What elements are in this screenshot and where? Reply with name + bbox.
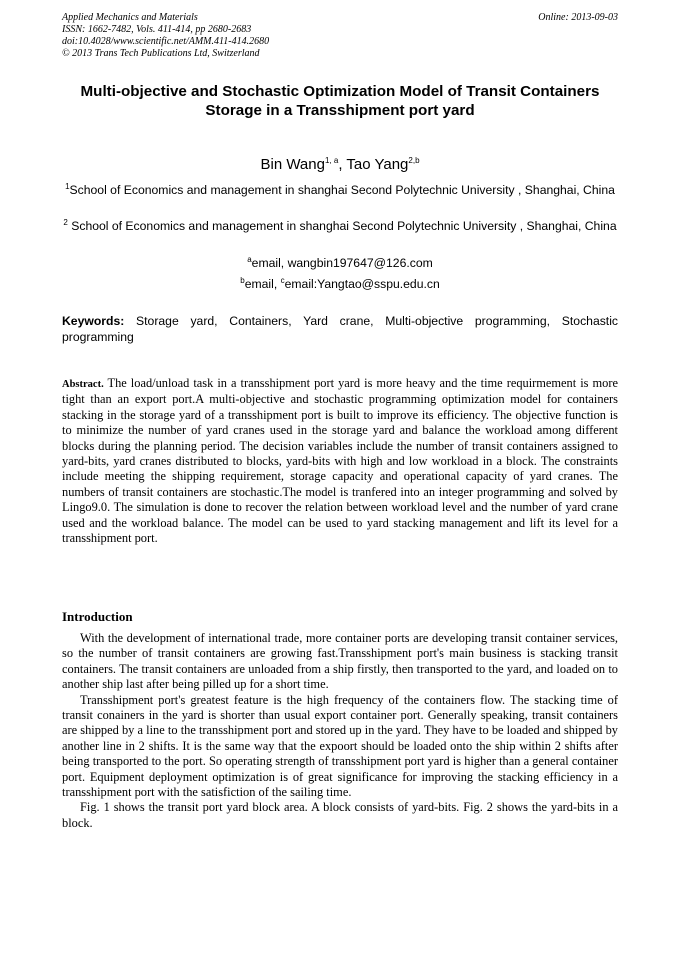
issn-line: ISSN: 1662-7482, Vols. 411-414, pp 2680-2683 (62, 24, 252, 35)
author-1-sup: 1, a (324, 156, 339, 165)
email-2-text-a: email, (244, 277, 281, 291)
keywords-text: Storage yard, Containers, Yard crane, Multi-objective programming, Stochastic programming (62, 314, 618, 344)
affiliation-1-sup: 1 (65, 181, 70, 191)
email-1-sup: a (247, 254, 252, 264)
journal-header (62, 12, 618, 60)
online-date: Online: 2013-09-03 (538, 12, 618, 23)
email-1-text: email, wangbin197647@126.com (251, 256, 433, 270)
email-line-2 (62, 277, 618, 291)
author-separator: , (338, 156, 347, 173)
author-2-name: Tao Yang (346, 156, 409, 173)
author-line (62, 156, 618, 173)
author-2-sup: 2,b (408, 156, 420, 165)
email-2-sup-b: b (240, 275, 245, 285)
intro-paragraph-1: With the development of international trade, more container ports are developing transit container services, so the number of transit containers are growing fast.Transshipment port's main business is stacking transit containers. The transit containers are unloaded from a ship firstly, then transported to the yard, and loaded on to another ship last after being pilled up for a short time. (62, 631, 618, 692)
introduction-heading: Introduction (62, 609, 133, 624)
email-2-sup-c: c (280, 275, 285, 285)
abstract-text: The load/unload task in a transshipment port yard is more heavy and the time requirmement is more tight than an export port.A multi-objective and stochastic programming optimization model for containers stacking in the storage yard of a transshipment port is built to improve its efficiency. The objective function is to minimize the number of yard cranes used in the storage yard and balance the workload among different blocks during the planning period. The decision variables include the number of transit containers assigned to yard-bits, yard cranes distributed to blocks, yard-bits with high and low workload in a block. The constraints include meeting the shipping requirement, storage capacity and operational capacity of yard cranes. The numbers of transit containers are stochastic.The model is tranfered into an integer programming and solved by Lingo9.0. The simulation is done to recover the relation between workload level and the number of yard crane used and the workload balance. The model can be used to yard stacking management and lift its level for a transshipment port. (62, 376, 618, 546)
intro-paragraph-2: Transshipment port's greatest feature is the high frequency of the containers flow. The stacking time of transit conainers in the yard is shorter than usual export container port. Generally speaking, transit containers are shipped by a line to the transshipment port and stored up in the yard. They have to be loaded and shipped by another line in 2 shifts. It is the same way that the expoort should be loaded onto the ship within 2 shifts after being transported to the port. So operating strength of transshipment port yard is higher than a general container port. Equipment deployment optimization is of great significance for improving the stacking efficiency in a transshipment port with the satisfiction of the sailing time. (62, 692, 618, 800)
paper-title: Multi-objective and Stochastic Optimization Model of Transit Containers Storage in a Transshipment port yard (80, 83, 600, 119)
keywords-label: Keywords: (62, 314, 125, 328)
affiliation-1-text: School of Economics and management in shanghai Second Polytechnic University , Shanghai, China (69, 183, 615, 197)
author-1-name: Bin Wang (260, 156, 325, 173)
email-line-1 (62, 256, 618, 270)
affiliation-2-sup: 2 (63, 217, 68, 227)
doi-line: doi:10.4028/www.scientific.net/AMM.411-414.2680 (62, 36, 270, 47)
introduction-body (62, 631, 618, 831)
intro-paragraph-3: Fig. 1 shows the transit port yard block area. A block consists of yard-bits. Fig. 2 shows the yard-bits in a block. (62, 800, 618, 830)
journal-name: Applied Mechanics and Materials (62, 12, 198, 23)
copyright-line: © 2013 Trans Tech Publications Ltd, Switzerland (62, 48, 260, 59)
email-2-text-b: email:Yangtao@sspu.edu.cn (284, 277, 440, 291)
affiliation-2-text: School of Economics and management in shanghai Second Polytechnic University , Shanghai, China (67, 219, 617, 233)
keywords (62, 313, 618, 345)
abstract-label: Abstract. (62, 379, 104, 390)
affiliation-2 (62, 218, 618, 234)
affiliation-1 (62, 182, 618, 198)
abstract (62, 376, 618, 546)
